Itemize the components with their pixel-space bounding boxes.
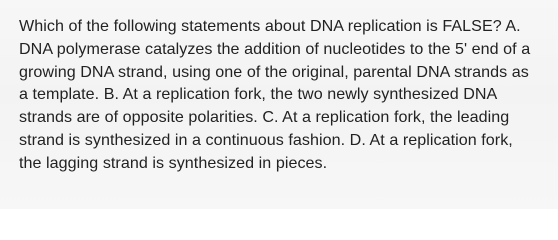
- question-text: Which of the following statements about DNA replication is FALSE? A. DNA polymerase catalyzes the addition of nucleotides to the 5' end of a growing DNA strand, using one of the original, parental DNA strands as a template. B. At a replication fork, the two newly synthesized DNA strands are of opposite polarities. C. At a replication fork, the leading strand is synthesized in a continuous fashion. D. At a replication fork, the lagging strand is synthesized in pieces.: [19, 17, 531, 172]
